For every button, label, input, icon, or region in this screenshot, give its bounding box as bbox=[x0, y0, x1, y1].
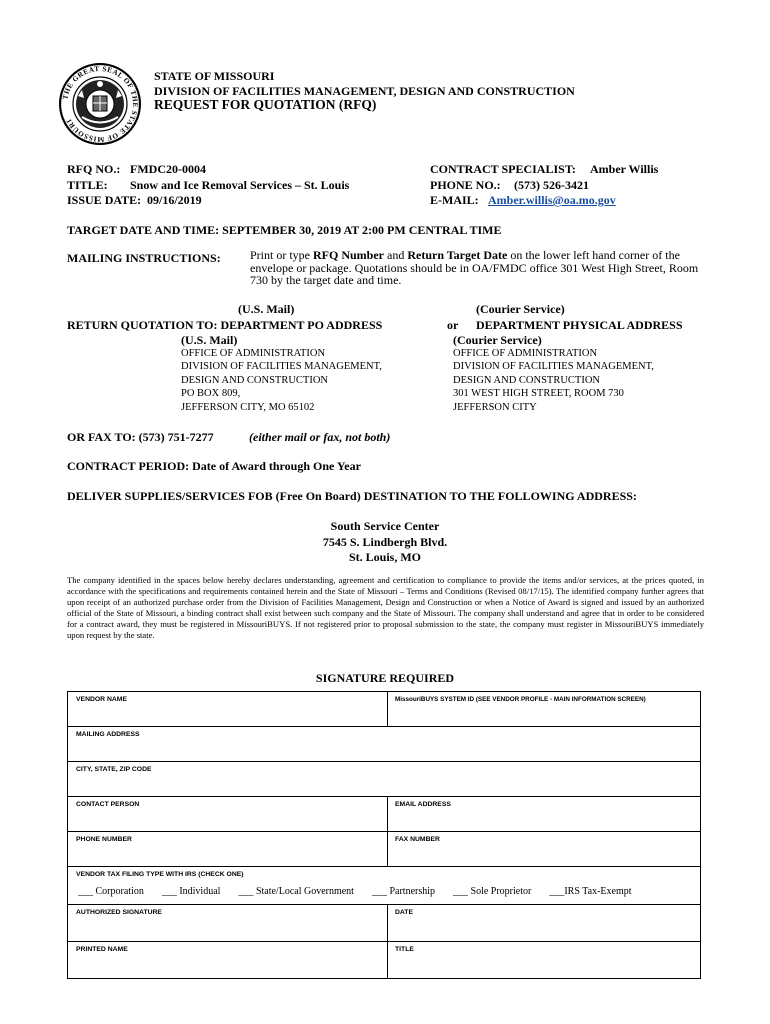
header-division: DIVISION OF FACILITIES MANAGEMENT, DESIGN AND CONSTRUCTION bbox=[154, 84, 575, 98]
mailing-address-field[interactable]: MAILING ADDRESS bbox=[68, 727, 700, 762]
tax-type-options bbox=[78, 886, 692, 897]
form-row-phone bbox=[68, 832, 700, 867]
header-rfq-title: REQUEST FOR QUOTATION (RFQ) bbox=[154, 97, 377, 112]
physical-address-label: DEPARTMENT PHYSICAL ADDRESS bbox=[476, 318, 683, 332]
contract-specialist-label: CONTRACT SPECIALIST: bbox=[430, 162, 576, 176]
tax-type-sole-proprietor[interactable]: ___ Sole Proprietor bbox=[453, 886, 532, 897]
missouri-state-seal bbox=[58, 62, 142, 146]
issue-date-label: ISSUE DATE: bbox=[67, 193, 142, 207]
city-state-zip-field[interactable]: CITY, STATE, ZIP CODE bbox=[68, 762, 700, 797]
form-row-vendor bbox=[68, 692, 700, 727]
email-label: E-MAIL: bbox=[430, 193, 479, 207]
authorized-signature-field[interactable]: AUTHORIZED SIGNATURE bbox=[76, 909, 162, 916]
us-mail-top: (U.S. Mail) bbox=[238, 302, 295, 316]
mailing-instructions-text: Print or type RFQ Number and Return Target Date on the lower left hand corner of the envelope or package. Quotations should be in OA/FMDC office 301 West High Street, Room 730 by the target date and time. bbox=[250, 248, 699, 287]
courier-label: (Courier Service) bbox=[453, 333, 542, 347]
tax-filing-type-field: VENDOR TAX FILING TYPE WITH IRS (CHECK ONE) ___ Corporation ___ Individual ___ State/Local Government ___ Partnership ___ Sole Proprietor ___IRS Tax-Exempt bbox=[68, 867, 700, 905]
rfq-no-label: RFQ NO.: bbox=[67, 162, 121, 176]
printed-name-field[interactable]: PRINTED NAME bbox=[76, 946, 128, 953]
form-row-signature bbox=[68, 905, 700, 942]
email-link[interactable]: Amber.willis@oa.mo.gov bbox=[488, 193, 616, 207]
courier-top: (Courier Service) bbox=[476, 302, 565, 316]
title-field[interactable]: TITLE bbox=[395, 946, 414, 953]
issue-date-value: 09/16/2019 bbox=[147, 193, 202, 207]
tax-type-corporation[interactable]: ___ Corporation bbox=[78, 886, 144, 897]
physical-address: OFFICE OF ADMINISTRATION DIVISION OF FACILITIES MANAGEMENT, DESIGN AND CONSTRUCTION 301 WEST HIGH STREET, ROOM 730 JEFFERSON CITY bbox=[453, 348, 654, 413]
date-field[interactable]: DATE bbox=[395, 909, 413, 916]
rfq-no-value: FMDC20-0004 bbox=[130, 162, 206, 176]
rfq-title-label: TITLE: bbox=[67, 178, 108, 192]
destination-address: South Service Center 7545 S. Lindbergh Blvd. St. Louis, MO bbox=[322, 519, 448, 564]
phone-number-field[interactable]: PHONE NUMBER bbox=[76, 836, 132, 843]
tax-type-state-local[interactable]: ___ State/Local Government bbox=[238, 886, 354, 897]
po-address: OFFICE OF ADMINISTRATION DIVISION OF FACILITIES MANAGEMENT, DESIGN AND CONSTRUCTION PO BOX 809, JEFFERSON CITY, MO 65102 bbox=[181, 348, 382, 413]
mailing-instructions-label: MAILING INSTRUCTIONS: bbox=[67, 251, 221, 265]
target-date-time: TARGET DATE AND TIME: SEPTEMBER 30, 2019 AT 2:00 PM CENTRAL TIME bbox=[67, 223, 502, 237]
email-address-field[interactable]: EMAIL ADDRESS bbox=[395, 801, 451, 808]
system-id-field[interactable]: MissouriBUYS SYSTEM ID (SEE VENDOR PROFILE - MAIN INFORMATION SCREEN) bbox=[395, 696, 646, 703]
tax-type-individual[interactable]: ___ Individual bbox=[161, 886, 221, 897]
fax-label: OR FAX TO: (573) 751-7277 bbox=[67, 430, 214, 444]
vendor-name-field[interactable]: VENDOR NAME bbox=[76, 696, 127, 703]
fax-number-field[interactable]: FAX NUMBER bbox=[395, 836, 440, 843]
or-label: or bbox=[447, 318, 459, 332]
us-mail-label: (U.S. Mail) bbox=[181, 333, 238, 347]
svg-text:THE GREAT SEAL OF THE STATE OF: THE GREAT SEAL OF THE STATE OF MISSOURI bbox=[61, 64, 140, 144]
tax-type-partnership[interactable]: ___ Partnership bbox=[371, 886, 436, 897]
form-row-printed-name bbox=[68, 942, 700, 978]
signature-required-heading: SIGNATURE REQUIRED bbox=[315, 671, 455, 685]
deliver-instructions: DELIVER SUPPLIES/SERVICES FOB (Free On Board) DESTINATION TO THE FOLLOWING ADDRESS: bbox=[67, 489, 637, 503]
contract-specialist-value: Amber Willis bbox=[590, 162, 659, 176]
phone-label: PHONE NO.: bbox=[430, 178, 501, 192]
rfq-title-value: Snow and Ice Removal Services – St. Louis bbox=[130, 178, 350, 192]
return-quotation-label: RETURN QUOTATION TO: DEPARTMENT PO ADDRESS bbox=[67, 318, 383, 332]
declaration-paragraph: The company identified in the spaces below hereby declares understanding, agreement and certification to compliance to provide the items and/or services, at the prices quoted, in accordance with the specifications and requirements contained herein and the State of Missouri – Terms and Conditions (Revised 08/17/15). The identified company further agrees that upon receipt of an authorized purchase order from the Division of Facilities Management, Design and Construction or when a Notice of Award is signed and issued by an authorized official of the State of Missouri, a binding contract shall exist between such company and the State of Missouri. The company shall understand and agree that in order to be considered for a contract award, they must be registered in MissouriBUYS. If not registered prior to proposal submission to the state, the company must register in MissouriBUYS immediately upon request by the state. bbox=[67, 575, 704, 640]
contact-person-field[interactable]: CONTACT PERSON bbox=[76, 801, 140, 808]
form-row-contact bbox=[68, 797, 700, 832]
header-state: STATE OF MISSOURI bbox=[154, 69, 275, 83]
tax-type-irs-exempt[interactable]: ___IRS Tax-Exempt bbox=[549, 886, 632, 897]
vendor-form bbox=[67, 691, 701, 979]
contract-period: CONTRACT PERIOD: Date of Award through One Year bbox=[67, 459, 361, 473]
phone-value: (573) 526-3421 bbox=[514, 178, 589, 192]
fax-note: (either mail or fax, not both) bbox=[249, 430, 391, 444]
